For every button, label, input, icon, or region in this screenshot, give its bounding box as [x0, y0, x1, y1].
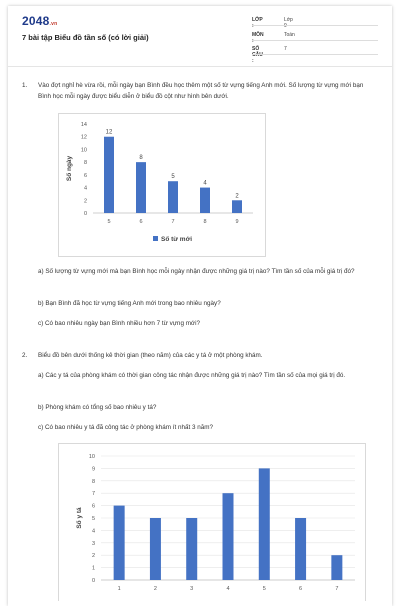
x-tick-label: 7: [171, 219, 175, 225]
y-tick-label: 9: [91, 466, 95, 473]
y-tick-label: 8: [91, 478, 95, 485]
x-tick-label: 2: [153, 586, 157, 592]
y-tick-label: 10: [80, 147, 87, 154]
question-2-number: 2.: [22, 352, 28, 359]
y-axis-label: Số ngày: [66, 155, 73, 182]
chart-1-frame: [58, 113, 266, 257]
y-axis-label: Số y tá: [76, 507, 83, 529]
meta-subject-label: MÔN :: [252, 32, 264, 44]
meta-divider: [252, 40, 378, 41]
x-tick-label: 8: [203, 219, 207, 225]
y-tick-label: 10: [88, 454, 95, 460]
question-1-number: 1.: [22, 82, 28, 89]
x-tick-label: 6: [139, 219, 143, 225]
question-1-part-a: a) Số lượng từ vựng mới mà bạn Bình học mỗi ngày nhận được những giá trị nào? Tìm tần số của mỗi giá trị đó?: [38, 268, 355, 275]
x-tick-label: 1: [117, 586, 121, 592]
x-tick-label: 3: [190, 586, 194, 592]
y-tick-label: 6: [83, 172, 87, 179]
meta-count-value: 7: [284, 46, 287, 52]
meta-subject-value: Toán: [284, 32, 295, 38]
logo-main: 2048: [22, 14, 50, 28]
x-tick-label: 5: [107, 219, 111, 225]
bar: [136, 162, 146, 213]
data-label: 2: [235, 193, 239, 200]
site-logo[interactable]: [22, 14, 57, 28]
y-tick-label: 6: [91, 503, 95, 510]
y-tick-label: 1: [91, 565, 95, 572]
bar: [186, 518, 197, 580]
header-divider: [8, 66, 392, 67]
x-tick-label: 6: [299, 586, 303, 592]
y-tick-label: 4: [91, 528, 95, 535]
data-label: 4: [203, 180, 207, 187]
y-tick-label: 8: [83, 160, 87, 167]
chart-2-frame: [58, 443, 366, 601]
question-2-part-b: b) Phòng khám có tổng số bao nhiêu y tá?: [38, 404, 157, 411]
meta-divider: [252, 54, 378, 55]
bar: [114, 506, 125, 580]
data-label: 12: [105, 129, 113, 136]
data-label: 8: [139, 155, 143, 162]
chart-2: [59, 444, 365, 601]
document-title: 7 bài tập Biểu đồ tần số (có lời giải): [22, 33, 149, 42]
y-tick-label: 5: [91, 516, 95, 522]
bar: [150, 518, 161, 580]
question-1-text: Vào đợt nghỉ hè vừa rồi, mỗi ngày bạn Bình đều học thêm một số từ vựng tiếng Anh mới. Số lượng từ vựng mới bạn Bình học mỗi ngày được biểu diễn ở biểu đồ cột như hình bên dưới.: [38, 82, 364, 100]
chart-1: [59, 114, 265, 256]
question-2-part-c: c) Có bao nhiêu y tá đã công tác ở phòng khám ít nhất 3 năm?: [38, 424, 213, 431]
meta-divider: [252, 25, 378, 26]
legend-swatch: [153, 236, 158, 241]
y-tick-label: 0: [91, 578, 95, 584]
question-1-part-b: b) Bạn Bình đã học từ vựng tiếng Anh mới trong bao nhiêu ngày?: [38, 300, 221, 307]
bar: [200, 188, 210, 213]
logo-suffix: .vn: [49, 21, 58, 27]
bar: [232, 200, 242, 213]
y-tick-label: 2: [83, 198, 87, 205]
legend-label: Số từ mới: [161, 236, 192, 243]
data-label: 5: [171, 174, 175, 181]
question-2-text: Biểu đồ bên dưới thống kê thời gian (theo năm) của các y tá ở một phòng khám.: [38, 352, 263, 359]
bar: [295, 518, 306, 580]
y-tick-label: 3: [91, 540, 95, 547]
bar: [223, 493, 234, 580]
y-tick-label: 0: [83, 211, 87, 217]
y-tick-label: 12: [80, 134, 87, 141]
x-tick-label: 5: [262, 586, 266, 592]
y-tick-label: 2: [91, 553, 95, 560]
meta-grade-label: LỚP :: [252, 17, 263, 29]
meta-grade-value: Lớp 9: [284, 17, 293, 29]
bar: [168, 181, 178, 213]
bar: [104, 137, 114, 213]
y-tick-label: 7: [91, 491, 95, 498]
y-tick-label: 14: [80, 122, 87, 128]
bar: [331, 555, 342, 580]
bar: [259, 468, 270, 580]
x-tick-label: 9: [235, 219, 239, 225]
meta-count-label: SỐ CÂU :: [252, 46, 263, 64]
question-1-part-c: c) Có bao nhiêu ngày bạn Bình nhiều hơn 7 từ vựng mới?: [38, 320, 200, 327]
x-tick-label: 4: [226, 586, 230, 592]
y-tick-label: 4: [83, 185, 87, 192]
x-tick-label: 7: [335, 586, 339, 592]
question-2-part-a: a) Các y tá của phòng khám có thời gian công tác nhận được những giá trị nào? Tìm tần số của mọi giá trị đó.: [38, 372, 346, 379]
